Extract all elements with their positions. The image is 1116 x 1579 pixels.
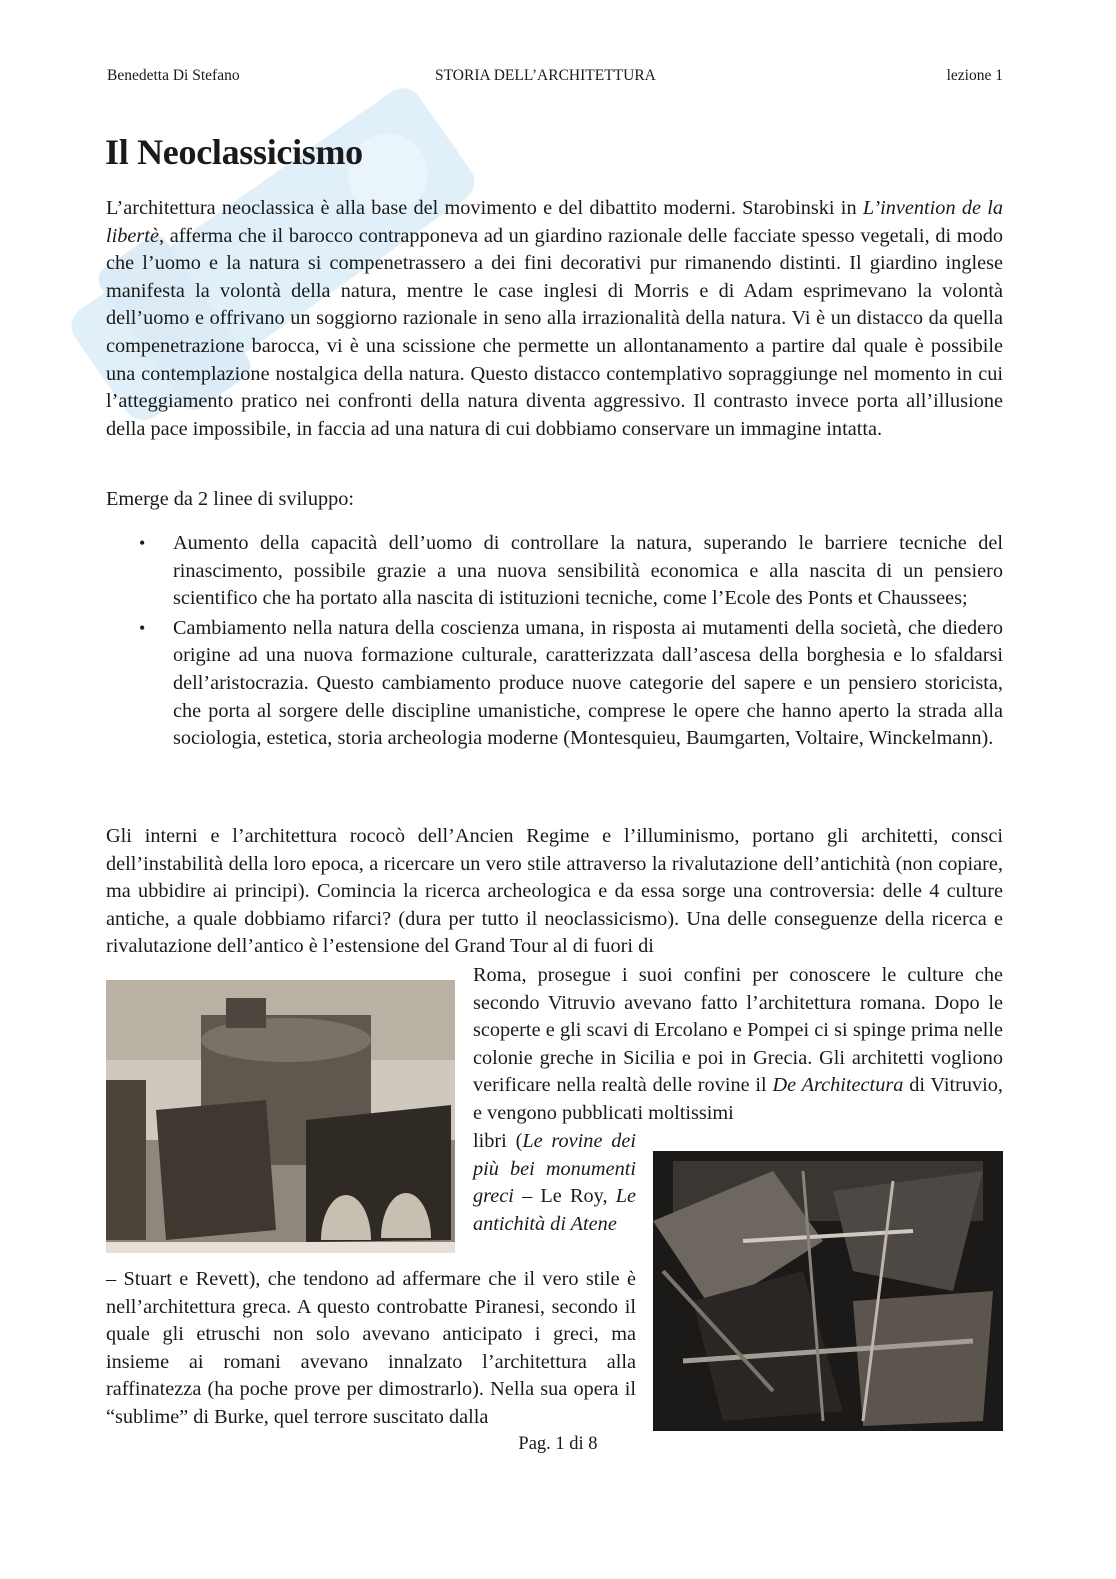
book-title-antichita-atene: Le antichità di Atene	[473, 1185, 636, 1235]
paragraph-piranesi: – Stuart e Revett), che tendono ad affermare che il vero stile è nell’architettura greca. A questo controbatte Piranesi, secondo il quale gli etruschi non solo avevano anticipato i greci, ma insieme ai romani avevano innalzato l’architettura alla raffinatezza (ha poche prove per dimostrarlo). Nella sua opera il “sublime” di Burke, quel terrore suscitato dalla	[106, 1268, 636, 1428]
paragraph-books: libri (Le rovine dei più bei monumenti greci – Le Roy, Le antichità di Atene	[473, 1130, 636, 1235]
list-item: • Aumento della capacità dell’uomo di controllare la natura, superando le barriere tecniche del rinascimento, possibile grazie a una nuova sensibilità economica e alla nascita di un pensiero scientifico che ha portato alla nascita di istituzioni tecniche, come l’Ecole des Ponts et Chaussees;	[139, 532, 1003, 610]
paragraph-intro: L’architettura neoclassica è alla base del movimento e del dibattito moderni. Starobinski in L’invention de la libertè, afferma che il barocco contrapponeva ad un giardino razionale delle facciate spesso vegetali, di modo che l’uomo e la natura si compenetrassero a dei fini decorativi pur rimanendo distinti. Il giardino inglese manifesta la volontà della natura, mentre le case inglesi di Morris e di Adam esprimevano la volontà dell’uomo e offrivano un soggiorno razionale in seno alla irrazionalità della natura. Vi è un distacco da quella compenetrazione barocca, vi è una scissione che permette un allontanamento a partire dal quale è possibile una contemplazione nostalgica della natura. Questo distacco contemplativo sopraggiunge nel momento in cui l’atteggiamento pratico nei confronti della natura diventa aggressivo. Il contrasto invece porta all’illusione della pace impossibile, in faccia ad una natura di cui dobbiamo conservare un immagine intatta.	[106, 197, 1003, 440]
header-author: Benedetta Di Stefano	[107, 67, 240, 84]
paragraph-lines: Emerge da 2 linee di sviluppo:	[106, 488, 355, 510]
paragraph-grand-tour: Roma, prosegue i suoi confini per conoscere le culture che secondo Vitruvio avevano fatto l’architettura romana. Dopo le scoperte e gli scavi di Ercolano e Pompei ci si spinge prima nelle colonie greche in Sicilia e poi in Grecia. Gli architetti vogliono verificare nella realtà delle rovine il De Architectura di Vitruvio, e vengono pubblicati moltissimi	[473, 964, 1003, 1124]
development-list	[106, 530, 1003, 755]
page-number: Pag. 1 di 8	[518, 1434, 598, 1454]
page-header	[107, 67, 1003, 89]
header-lesson: lezione 1	[946, 67, 1003, 84]
engraving-castel-santangelo	[106, 980, 455, 1253]
book-title-liberte: L’invention de la libertè	[106, 197, 1003, 247]
list-item: • Cambiamento nella natura della coscienza umana, in risposta ai mutamenti della società, che diedero origine ad una nuova formazione culturale, caratterizzata dall’ascesa della borghesia e lo sfaldarsi dell’aristocrazia. Questo cambiamento produce nuove categorie del sapere e un pensiero storicista, che porta al sorgere delle discipline umanistiche, comprese le opere che hanno aperto la strada alla sociologia, estetica, storia archeologia moderne (Montesquieu, Baumgarten, Voltaire, Winckelmann).	[139, 616, 1003, 750]
book-title-rovine: Le rovine dei più bei monumenti greci	[473, 1130, 636, 1208]
book-title-de-architectura: De Architectura	[772, 1074, 904, 1097]
page-title: Il Neoclassicismo	[105, 132, 363, 172]
bullet-symbol: •	[139, 533, 146, 553]
header-course: STORIA DELL’ARCHITETTURA	[435, 67, 656, 84]
paragraph-rococo: Gli interni e l’architettura rococò dell’Ancien Regime e l’illuminismo, portano gli architetti, consci dell’instabilità della loro epoca, a ricercare un vero stile attraverso la rivalutazione dell’antichità (non copiare, ma ubbidire ai principi). Comincia la ricerca archeologica e da essa sorge una controversia: delle 4 culture antiche, a quale dobbiamo rifarci? (dura per tutto il neoclassicismo). Una delle conseguenze della ricerca e rivalutazione dell’antico è l’estensione del Grand Tour al di fuori di	[106, 825, 1003, 958]
page-footer	[0, 1434, 1116, 1455]
bullet-symbol: •	[139, 617, 146, 638]
engraving-piranesi-carceri	[653, 1151, 1003, 1431]
